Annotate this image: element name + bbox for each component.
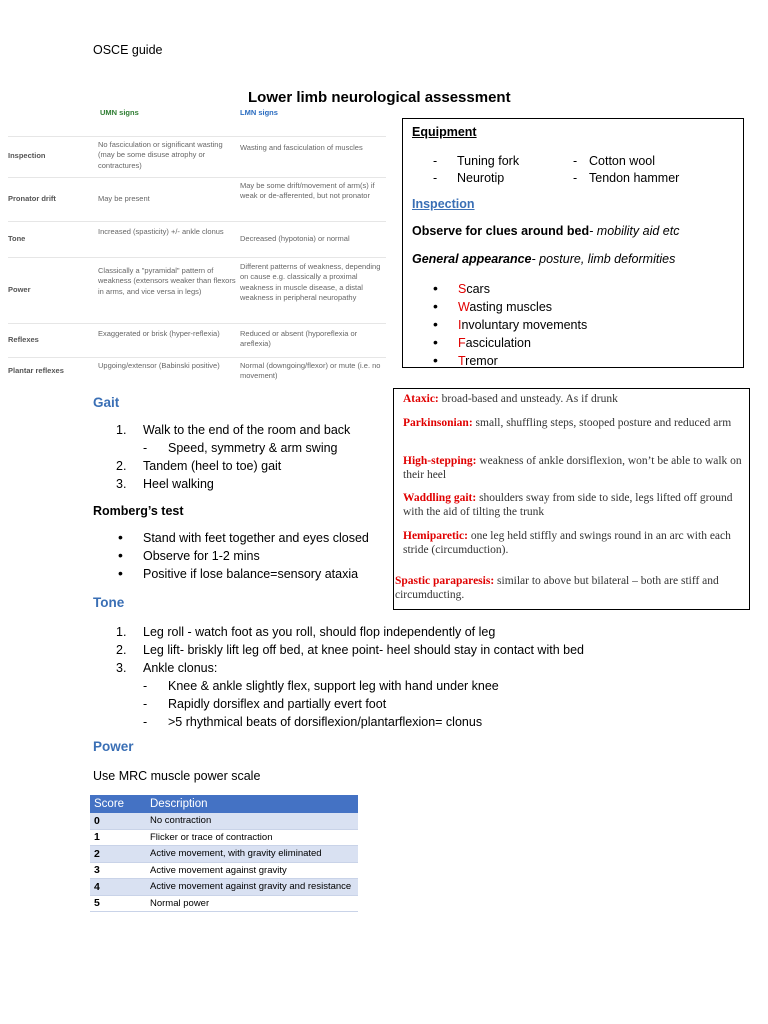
item-text: Observe for 1-2 mins	[143, 549, 260, 563]
item-text: Tuning fork	[457, 154, 520, 168]
table-row	[8, 357, 386, 385]
equipment-list-left	[433, 153, 519, 187]
dash: -	[143, 441, 148, 455]
item-text: Cotton wool	[589, 154, 656, 168]
gait-type-waddling	[403, 491, 743, 519]
umn-cell: May be present	[98, 193, 150, 203]
gait-desc: one leg held stiffly and swings round in an arc with each stride (circumduction).	[403, 530, 731, 556]
item-number: 2.	[116, 643, 127, 657]
description-cell: No contraction	[146, 813, 358, 829]
item-text: Leg roll - watch foot as you roll, should flop independently of leg	[143, 625, 496, 639]
inspection-heading: Inspection	[412, 197, 475, 211]
item-number: 1.	[116, 423, 127, 437]
umn-column-header: UMN signs	[100, 108, 139, 117]
mrc-header-row	[90, 795, 358, 813]
lmn-cell: Reduced or absent (hyporeflexia or areflexia)	[240, 328, 358, 348]
bullet: •	[118, 529, 123, 545]
gait-steps	[116, 421, 386, 493]
dash: -	[573, 171, 578, 185]
list-item	[116, 713, 736, 731]
list-item	[116, 475, 386, 493]
item-number: 2.	[116, 459, 127, 473]
power-heading: Power	[93, 739, 134, 754]
tone-steps	[116, 623, 736, 731]
item-text: Heel walking	[143, 477, 214, 491]
score-cell: 5	[90, 895, 146, 912]
gait-heading: Gait	[93, 395, 120, 410]
tone-heading: Tone	[93, 595, 125, 610]
list-item	[116, 677, 736, 695]
description-cell: Active movement against gravity and resistance	[146, 879, 358, 896]
gait-term: High-stepping:	[403, 455, 477, 467]
row-label: Tone	[8, 233, 26, 243]
gait-type-ataxic	[403, 392, 743, 406]
row-label: Reflexes	[8, 334, 39, 344]
item-text: Tendon hammer	[589, 171, 680, 185]
table-row	[90, 813, 358, 829]
item-number: 3.	[116, 661, 127, 675]
row-label: Power	[8, 284, 31, 294]
table-row	[8, 177, 386, 221]
mnemonic-list	[433, 280, 587, 370]
list-item	[433, 153, 519, 170]
equipment-list-right	[573, 153, 679, 187]
mnemonic-rest: cars	[466, 282, 490, 296]
umn-lmn-header-row	[8, 108, 386, 136]
gait-types-box	[393, 388, 750, 610]
list-item	[433, 280, 587, 298]
umn-cell: Increased (spasticity) +/- ankle clonus	[98, 226, 224, 236]
score-column-header: Score	[90, 795, 146, 813]
power-intro: Use MRC muscle power scale	[93, 769, 261, 783]
list-item	[116, 547, 396, 565]
gait-type-high-stepping	[403, 454, 743, 482]
observe-line	[412, 224, 679, 238]
gait-term: Spastic paraparesis:	[395, 575, 495, 587]
dash: -	[433, 171, 438, 185]
list-item	[116, 623, 736, 641]
umn-cell: Upgoing/extensor (Babinski positive)	[98, 360, 220, 370]
mnemonic-rest: remor	[465, 354, 498, 368]
dash: -	[433, 154, 438, 168]
description-cell: Active movement, with gravity eliminated	[146, 846, 358, 863]
lmn-cell: Normal (downgoing/flexor) or mute (i.e. no movement)	[240, 360, 381, 380]
item-number: 3.	[116, 477, 127, 491]
item-text: Tandem (heel to toe) gait	[143, 459, 282, 473]
umn-lmn-table	[8, 108, 386, 385]
item-text: Knee & ankle slightly flex, support leg with hand under knee	[168, 679, 499, 693]
description-column-header: Description	[146, 795, 358, 813]
list-item	[116, 695, 736, 713]
observe-bold: Observe for clues around bed	[412, 224, 590, 238]
row-label: Pronator drift	[8, 193, 56, 203]
item-text: Ankle clonus:	[143, 661, 218, 675]
lmn-cell: May be some drift/movement of arm(s) if weak or de-afferented, but not pronator	[240, 180, 375, 200]
lmn-cell: Decreased (hypotonia) or normal	[240, 233, 350, 243]
list-item	[116, 565, 396, 583]
page-title: Lower limb neurological assessment	[248, 89, 511, 106]
gait-term: Parkinsonian:	[403, 417, 473, 429]
gait-type-hemiparetic	[403, 529, 743, 557]
lmn-column-header: LMN signs	[240, 108, 278, 117]
score-cell: 0	[90, 813, 146, 829]
list-item	[116, 641, 736, 659]
mnemonic-rest: nvoluntary movements	[461, 318, 588, 332]
bullet: •	[118, 547, 123, 563]
list-item	[116, 457, 386, 475]
mnemonic-letter: T	[458, 354, 466, 368]
item-text: Stand with feet together and eyes closed	[143, 531, 369, 545]
list-item	[116, 439, 386, 457]
gait-desc: small, shuffling steps, stooped posture and reduced arm	[472, 417, 732, 429]
umn-cell: No fasciculation or significant wasting (may be some disuse atrophy or contractures)	[98, 139, 223, 170]
item-text: >5 rhythmical beats of dorsiflexion/plantarflexion= clonus	[168, 715, 483, 729]
description-cell: Flicker or trace of contraction	[146, 829, 358, 846]
list-item	[116, 659, 736, 677]
item-text: Speed, symmetry & arm swing	[168, 441, 338, 455]
score-cell: 3	[90, 862, 146, 879]
list-item	[573, 153, 679, 170]
mnemonic-letter: I	[458, 318, 462, 332]
dash: -	[143, 715, 148, 729]
general-rest: - posture, limb deformities	[531, 252, 676, 266]
list-item	[433, 170, 519, 187]
score-cell: 1	[90, 829, 146, 846]
list-item	[573, 170, 679, 187]
lmn-cell: Wasting and fasciculation of muscles	[240, 142, 363, 152]
mnemonic-rest: asciculation	[465, 336, 531, 350]
list-item	[433, 298, 587, 316]
list-item	[433, 352, 587, 370]
mrc-scale-table	[90, 795, 358, 912]
mnemonic-letter: S	[458, 282, 467, 296]
document-header: OSCE guide	[93, 43, 163, 57]
gait-desc: weakness of ankle dorsiflexion, won’t be able to walk on their heel	[403, 455, 742, 481]
list-item	[116, 421, 386, 439]
gait-desc: similar to above but bilateral – both are stiff and circumducting.	[395, 575, 719, 601]
gait-desc: broad-based and unsteady. As if drunk	[438, 393, 618, 405]
description-cell: Active movement against gravity	[146, 862, 358, 879]
table-row	[8, 221, 386, 257]
item-text: Positive if lose balance=sensory ataxia	[143, 567, 359, 581]
row-label: Inspection	[8, 151, 46, 161]
table-row	[8, 257, 386, 323]
table-row	[90, 862, 358, 879]
dash: -	[143, 679, 148, 693]
table-row	[90, 879, 358, 896]
umn-cell: Exaggerated or brisk (hyper-reflexia)	[98, 328, 220, 338]
mnemonic-letter: W	[458, 300, 470, 314]
table-row	[8, 323, 386, 357]
list-item	[433, 316, 587, 334]
dash: -	[573, 154, 578, 168]
romberg-heading: Romberg’s test	[93, 504, 184, 518]
mnemonic-letter: F	[458, 336, 466, 350]
bullet: •	[118, 565, 123, 581]
gait-term: Ataxic:	[403, 393, 439, 405]
equipment-heading: Equipment	[412, 125, 477, 139]
umn-lmn-corner	[8, 108, 98, 136]
gait-desc: shoulders sway from side to side, legs lifted off ground with the aid of tilting the trunk	[403, 492, 733, 518]
mnemonic-rest: asting muscles	[469, 300, 553, 314]
item-text: Leg lift- briskly lift leg off bed, at knee point- heel should stay in contact with bed	[143, 643, 584, 657]
lmn-cell: Different patterns of weakness, depending on cause e.g. classically a proximal weakness in muscle disease, a distal weakness in peripheral neuropathy	[240, 261, 381, 302]
list-item	[116, 529, 396, 547]
description-cell: Normal power	[146, 895, 358, 912]
item-text: Rapidly dorsiflex and partially evert foot	[168, 697, 387, 711]
gait-type-parkinsonian	[403, 416, 743, 430]
observe-rest: - mobility aid etc	[589, 224, 680, 238]
romberg-list	[116, 529, 396, 583]
dash: -	[143, 697, 148, 711]
item-number: 1.	[116, 625, 127, 639]
umn-cell: Classically a "pyramidal" pattern of weakness (extensors weaker than flexors in arms, and vice versa in legs)	[98, 265, 236, 296]
equipment-box	[402, 118, 744, 368]
score-cell: 4	[90, 879, 146, 896]
table-row	[8, 136, 386, 177]
general-bold: General appearance	[412, 252, 532, 266]
row-label: Plantar reflexes	[8, 366, 64, 375]
table-row	[90, 846, 358, 863]
gait-term: Hemiparetic:	[403, 530, 468, 542]
gait-term: Waddling gait:	[403, 492, 477, 504]
item-text: Neurotip	[457, 171, 505, 185]
table-row	[90, 895, 358, 912]
item-text: Walk to the end of the room and back	[143, 423, 351, 437]
general-appearance-line	[412, 252, 675, 266]
list-item	[433, 334, 587, 352]
gait-type-spastic-paraparesis	[395, 574, 735, 602]
table-row	[90, 829, 358, 846]
score-cell: 2	[90, 846, 146, 863]
